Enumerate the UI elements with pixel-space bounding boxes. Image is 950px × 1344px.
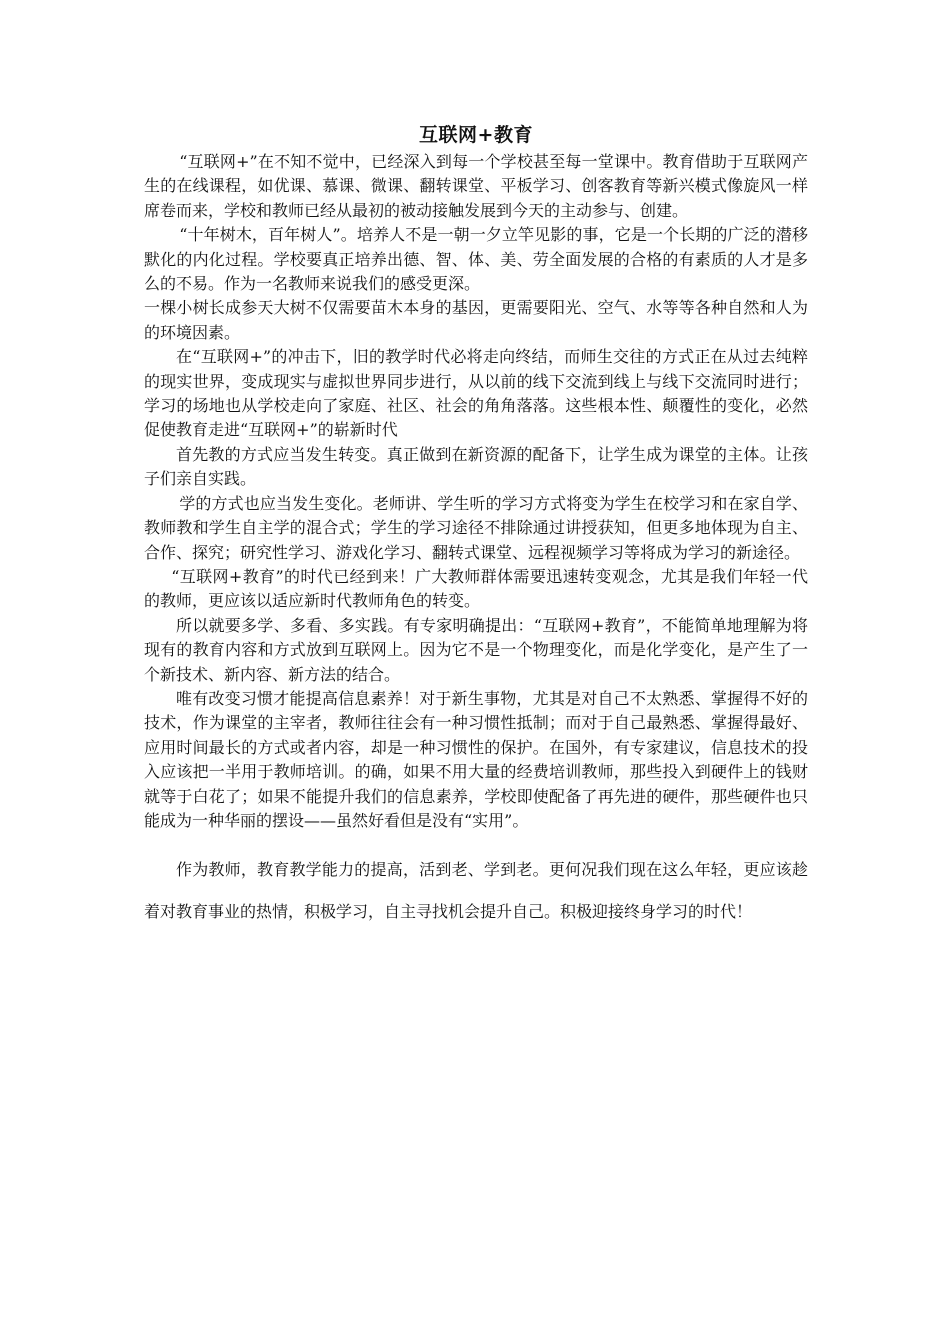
paragraph-teaching-change: 首先教的方式应当发生转变。真正做到在新资源的配备下，让学生成为课堂的主体。让孩子们亲自实践。 [144,444,808,489]
paragraph-tree: 一棵小树长成参天大树不仅需要苗木本身的基因，更需要阳光、空气、水等等各种自然和人为的环境因素。 [144,298,808,342]
paragraph-practice: 所以就要多学、多看、多实践。有专家明确提出：“互联网+教育”，不能简单地理解为将现有的教育内容和方式放到互联网上。因为它不是一个物理变化，而是化学变化，是产生了一个新技术、新内容、新方法的结合。 [144,615,808,684]
document-body [144,120,808,933]
paragraph-era: “互联网+教育”的时代已经到来！广大教师群体需要迅速转变观念，尤其是我们年轻一代的教师，更应该以适应新时代教师角色的转变。 [144,566,808,611]
paragraph-habits: 唯有改变习惯才能提高信息素养！对于新生事物，尤其是对自己不太熟悉、掌握得不好的技术，作为课堂的主宰者，教师往往会有一种习惯性抵制；而对于自己最熟悉、掌握得最好、应用时间最长的方式或者内容，却是一种习惯性的保护。在国外，有专家建议，信息技术的投入应该把一半用于教师培训。的确，如果不用大量的经费培训教师，那些投入到硬件上的钱财就等于白花了；如果不能提升我们的信息素养，学校即使配备了再先进的硬件，那些硬件也只能成为一种华丽的摆设——虽然好看但是没有“实用”。 [144,688,808,830]
paragraph-proverb: “十年树木，百年树人”。培养人不是一朝一夕立竿见影的事，它是一个长期的广泛的潜移默化的内化过程。学校要真正培养出德、智、体、美、劳全面发展的合格的有素质的人才是多么的不易。作为一名教师来说我们的感受更深。 [144,225,808,294]
paragraph-intro: “互联网+”在不知不觉中，已经深入到每一个学校甚至每一堂课中。教育借助于互联网产生的在线课程，如优课、慕课、微课、翻转课堂、平板学习、创客教育等新兴模式像旋风一样席卷而来，学校和教师已经从最初的被动接触发展到今天的主动参与、创建。 [144,152,808,220]
paragraph-impact: 在“互联网+”的冲击下，旧的教学时代必将走向终结，而师生交往的方式正在从过去纯粹的现实世界，变成现实与虚拟世界同步进行，从以前的线下交流到线上与线下交流同时进行；学习的场地也从学校走向了家庭、社区、社会的角角落落。这些根本性、颠覆性的变化，必然促使教育走进“互联网+”的崭新时代 [144,347,808,440]
paragraph-learning-change: 学的方式也应当发生变化。老师讲、学生听的学习方式将变为学生在校学习和在家自学、教师教和学生自主学的混合式；学生的学习途径不排除通过讲授获知，但更多地体现为自主、合作、探究；研究性学习、游戏化学习、翻转式课堂、远程视频学习等将成为学习的新途径。 [144,493,808,562]
paragraph-spacer [144,833,808,849]
paragraph-closing: 作为教师，教育教学能力的提高，活到老、学到老。更何况我们现在这么年轻，更应该趁着对教育事业的热情，积极学习，自主寻找机会提升自己。积极迎接终身学习的时代！ [144,860,808,922]
document-title: 互联网+教育 [419,124,533,146]
